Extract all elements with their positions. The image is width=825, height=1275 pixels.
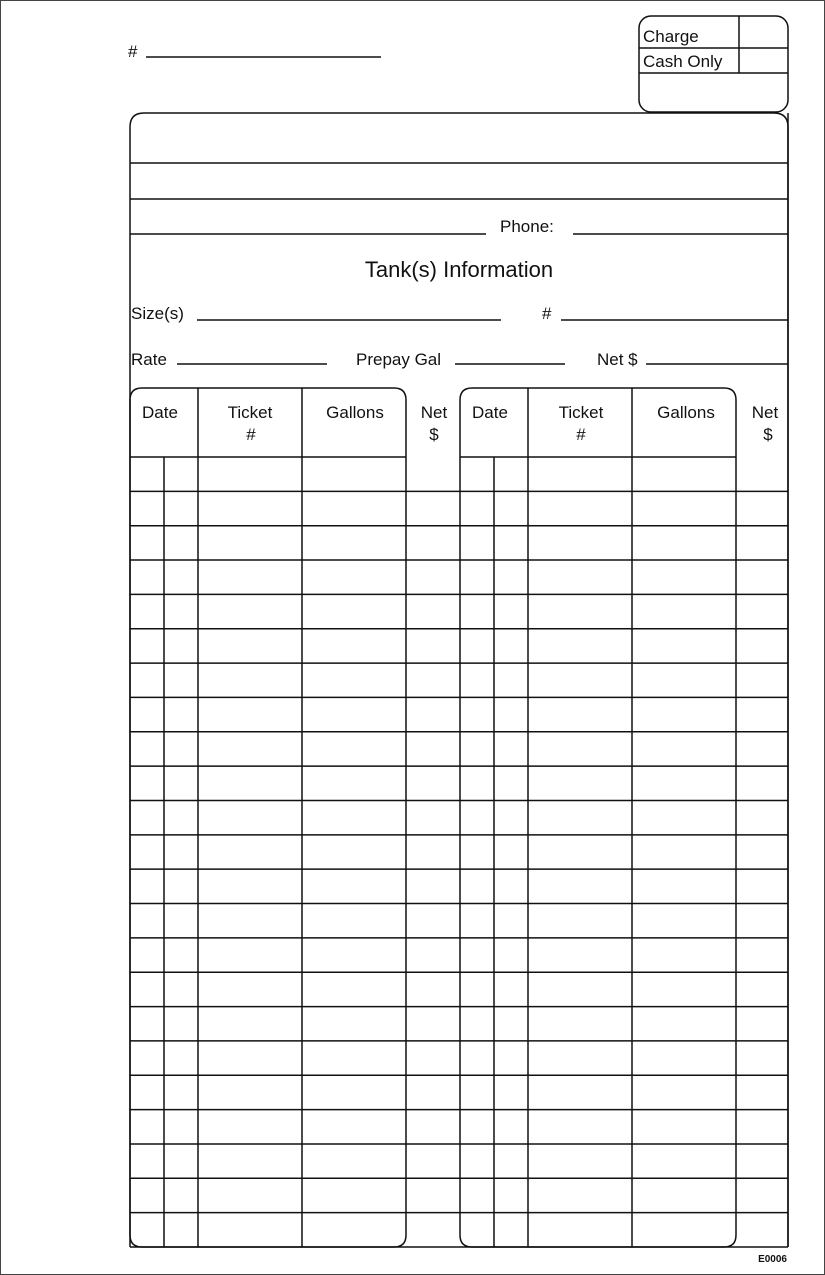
payment-type-box — [639, 16, 788, 112]
account-number-label: # — [128, 42, 138, 61]
gallons-header: Gallons — [326, 403, 384, 422]
main-form-frame — [130, 113, 788, 1247]
ledger-header-right — [472, 403, 778, 444]
date-header: Date — [142, 403, 178, 422]
cash-only-label: Cash Only — [643, 52, 723, 71]
tank-info-title: Tank(s) Information — [364, 257, 554, 282]
ledger-block-left — [130, 388, 406, 1247]
gallons-header: Gallons — [657, 403, 715, 422]
ticket-number-header: # — [246, 425, 256, 444]
net-header: Net — [420, 403, 448, 422]
phone-label: Phone: — [500, 217, 554, 236]
net-dollar-header: $ — [429, 425, 439, 444]
tank-number-label: # — [542, 304, 552, 323]
form-code: E0006 — [758, 1254, 787, 1265]
net-dollar-label: Net $ — [597, 350, 638, 369]
page-border — [1, 1, 825, 1275]
charge-label: Charge — [643, 27, 699, 46]
ticket-header: Ticket — [558, 403, 604, 422]
ticket-header: Ticket — [227, 403, 273, 422]
ledger-grid[interactable] — [130, 113, 788, 1247]
net-dollar-header: $ — [763, 425, 773, 444]
cash-only-checkbox[interactable] — [740, 49, 786, 72]
charge-checkbox[interactable] — [740, 17, 786, 47]
ledger-block-right — [460, 388, 736, 1247]
tank-size-label: Size(s) — [131, 304, 184, 323]
ledger-header-left — [142, 403, 447, 444]
ticket-number-header: # — [576, 425, 586, 444]
net-header: Net — [751, 403, 779, 422]
prepay-gal-label: Prepay Gal — [356, 350, 442, 369]
date-header: Date — [472, 403, 508, 422]
rate-label: Rate — [131, 350, 167, 369]
